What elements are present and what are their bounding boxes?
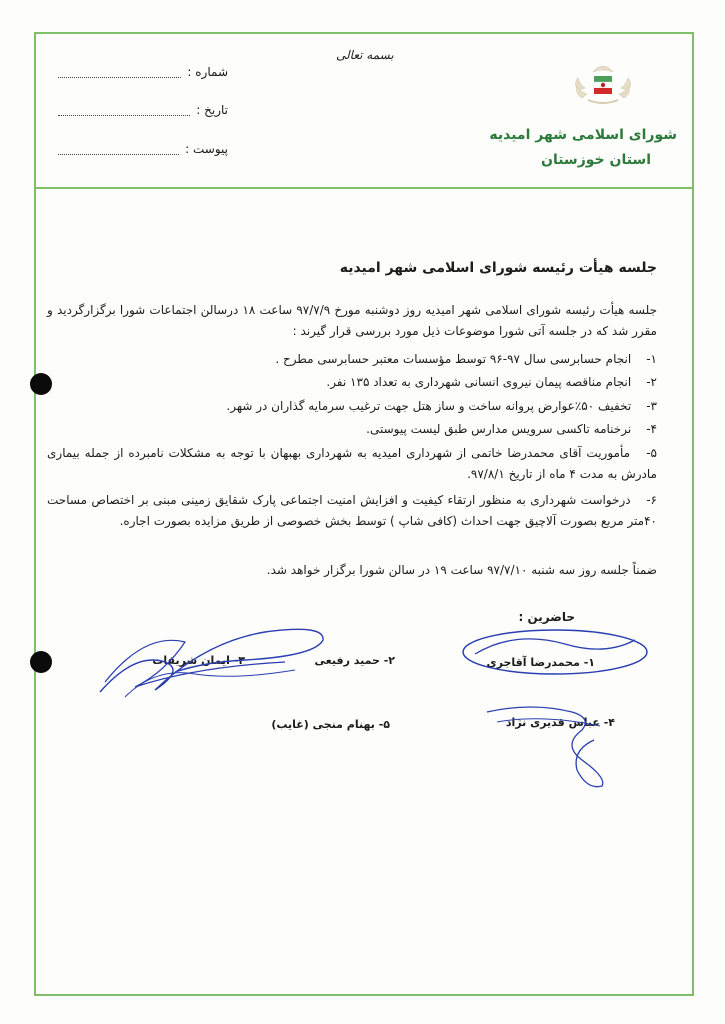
agenda-item bbox=[47, 419, 657, 440]
agenda-item-number: ۲- bbox=[646, 375, 657, 389]
agenda-item-text: درخواست شهرداری به منظور ارتقاء کیفیت و افزایش امنیت اجتماعی پارک شقایق زمینی مبنی بر اختصاص مساحت ۴۰متر مربع بصورت آلاچیق جهت احداث (کافی شاپ ) توسط بخش خصوصی از طریق مزایده بصورت اجاره. bbox=[47, 493, 657, 528]
agenda-item bbox=[47, 372, 657, 393]
number-label: شماره : bbox=[187, 65, 228, 79]
signature-attendee-4 bbox=[482, 700, 622, 790]
agenda-item-text: انجام حسابرسی سال ۹۷-۹۶ توسط مؤسسات معتبر حسابرسی مطرح . bbox=[275, 352, 632, 366]
agenda-item-number: ۵- bbox=[646, 446, 657, 460]
agenda-item-number: ۳- bbox=[646, 399, 657, 413]
date-dots bbox=[58, 105, 190, 116]
punch-hole-bottom bbox=[30, 651, 52, 673]
attendee-5: ۵- بهنام منجی (غایب) bbox=[271, 718, 390, 731]
date-field bbox=[58, 100, 228, 120]
signature-attendees-2-3 bbox=[95, 612, 335, 702]
attendees-label: حاضرین : bbox=[518, 610, 575, 624]
attachment-label: پیوست : bbox=[185, 142, 228, 156]
organization-name: شورای اسلامی شهر امیدیه bbox=[489, 127, 677, 143]
number-field bbox=[58, 62, 228, 82]
intro-paragraph: جلسه هیأت رئیسه شورای اسلامی شهر امیدیه روز دوشنبه مورخ ۹۷/۷/۹ ساعت ۱۸ درسالن اجتماعات شورا برگزارگردید و مقرر شد که در جلسه آتی شورا موضوعات ذیل مورد بررسی قرار گیرند : bbox=[47, 303, 657, 338]
attachment-dots bbox=[58, 144, 179, 155]
agenda-item bbox=[47, 396, 657, 417]
agenda-item-number: ۶- bbox=[646, 493, 657, 507]
number-dots bbox=[58, 67, 181, 78]
agenda-item-text: مأموریت آقای محمدرضا خاتمی از شهرداری امیدیه به شهرداری بهبهان با توجه به مشکلات نامبرده از جمله بیماری مادرش به مدت ۴ ماه از تاریخ ۹۷/۸/۱. bbox=[47, 446, 657, 481]
attendee-1: ۱- محمدرضا آقاجری bbox=[486, 656, 595, 669]
agenda-item bbox=[47, 443, 657, 485]
header-divider bbox=[34, 187, 694, 189]
document-title: جلسه هیأت رئیسه شورای اسلامی شهر امیدیه bbox=[339, 260, 657, 276]
attendee-4: ۴- عباس قدیری نژاد bbox=[505, 716, 615, 729]
agenda-item-text: نرخنامه تاکسی سرویس مدارس طبق لیست پیوستی. bbox=[366, 422, 632, 436]
closing-note: ضمناً جلسه روز سه شنبه ۹۷/۷/۱۰ ساعت ۱۹ در سالن شورا برگزار خواهد شد. bbox=[266, 563, 657, 577]
agenda-item-text: انجام مناقصه پیمان نیروی انسانی شهرداری به تعداد ۱۳۵ نفر. bbox=[326, 375, 632, 389]
organization-province: استان خوزستان bbox=[541, 152, 651, 168]
agenda-item bbox=[47, 349, 657, 370]
agenda-item-number: ۴- bbox=[646, 422, 657, 436]
signature-attendee-1 bbox=[455, 622, 655, 682]
agenda-item-number: ۱- bbox=[646, 352, 657, 366]
bismillah: بسمه تعالی bbox=[336, 48, 394, 62]
attendee-3: ۳- ایمان شریفات bbox=[152, 654, 245, 667]
agenda-item bbox=[47, 490, 657, 532]
agenda-item-text: تخفیف ۵۰٪عوارض پروانه ساخت و ساز هتل جهت ترغیب سرمایه گذاران در شهر. bbox=[226, 399, 632, 413]
emblem-logo bbox=[568, 58, 638, 110]
attendee-2: ۲- حمید رفیعی bbox=[314, 654, 395, 667]
date-label: تاریخ : bbox=[196, 103, 228, 117]
attachment-field bbox=[58, 139, 228, 159]
